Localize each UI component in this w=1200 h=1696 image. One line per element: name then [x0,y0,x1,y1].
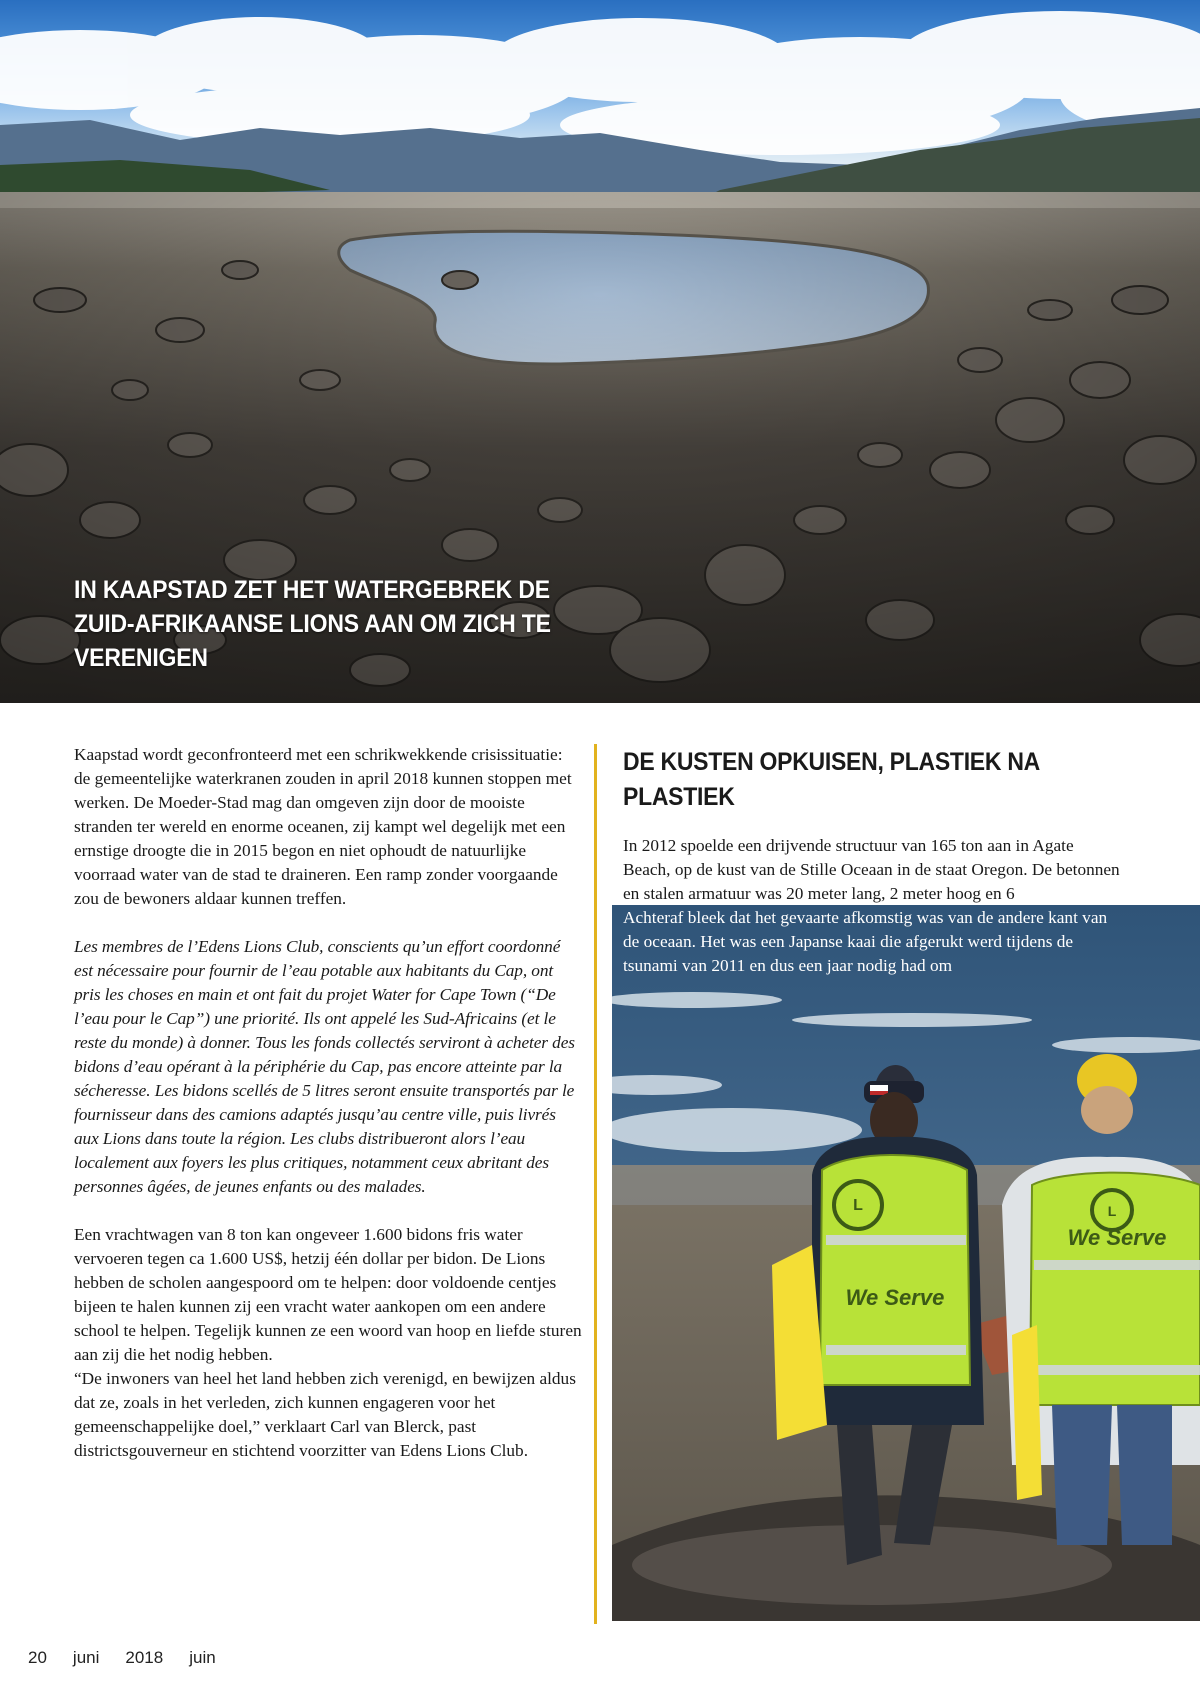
article-paragraph-4: “De inwoners van heel het land hebben zich verenigd, en bewijzen aldus dat ze, zoals in het verleden, zich kunnen engageren voor het gemeenschappelijke doel,” verklaart Carl van Blerck, past districtsgouverneur en stichtend voorzitter van Edens Lions Club. [74,1369,576,1460]
hero-photo [0,0,1200,703]
svg-text:L: L [853,1197,863,1214]
sidebar-text [623,834,1123,978]
article-paragraph-1: Kaapstad wordt geconfronteerd met een schrikwekkende crisissituatie: de gemeentelijke waterkranen zouden in april 2018 kunnen stoppen met werken. De Moeder-Stad mag dan omgeven zijn door de mooiste stranden ter wereld en enorme oceanen, zij kampt wel degelijk met een ernstige droogte die in 2015 begon en niet ophoudt de natuurlijke voorraad water van de stad te draineren. Een ramp zonder voorgaande zou de bewoners aldaar kunnen treffen. [74,745,572,908]
article-paragraph-french: Les membres de l’Edens Lions Club, conscients qu’un effort coordonné est nécessaire pour fournir de l’eau potable aux habitants du Cap, ont pris les choses en main et ont fait du projet Water for Cape Town (“De l’eau pour le Cap”) une priorité. Ils ont appelé les Sud-Africains (et le reste du monde) à donner. Tous les fonds collectés serviront à acheter des bidons d’eau opérant à la périphérie du Cap, pas encore atteinte par la sécheresse. Les bidons scellés de 5 litres seront ensuite transportés par le fournisseur dans des camions adaptés jusqu’au centre ville, puis livrés aux Lions dans toute la région. Les clubs distribueront alors l’eau localement aux foyers les plus critiques, notamment ceux abritant des personnes âgées, de jeunes enfants ou des malades. [74,937,575,1196]
svg-text:L: L [1107,1203,1117,1219]
article-body [74,743,582,1463]
sidebar-text-part-2: meter breed. Achteraf bleek dat het gevaarte afkomstig was van de andere kant van de oceaan. Het was een Japanse kaai die afgerukt werd tijdens de tsunami van 2011 en dus een jaar nodig had om [623,884,1108,975]
sidebar-heading: DE KUSTEN OPKUISEN, PLASTIEK NA PLASTIEK [623,748,1040,811]
article-paragraph-3: Een vrachtwagen van 8 ton kan ongeveer 1.600 bidons fris water vervoeren tegen ca 1.600 US$, hetzij één dollar per bidon. De Lions hebben de scholen aangespoord om te helpen: door voldoende centjes bijeen te halen kunnen zij een vracht water aankopen om een andere school te helpen. Tegelijk kunnen ze een woord van hoop en liefde sturen aan zij die het nodig hebben. [74,1225,582,1364]
footer-year: 2018 [125,1648,164,1667]
footer-month-fr: juin [189,1648,216,1667]
footer-month-nl: juni [72,1648,100,1667]
page-footer [28,1648,216,1668]
volunteers-photo [612,905,1200,1621]
hero-title: IN KAAPSTAD ZET HET WATERGEBREK DE ZUID-AFRIKAANSE LIONS AAN OM ZICH TE VERENIGEN [74,576,551,672]
sidebar-text-part-1: In 2012 spoelde een drijvende structuur van 165 ton aan in Agate Beach, op de kust van de Stille Oceaan in de staat Oregon. De betonnen en stalen armatuur was 20 meter lang, 2 meter hoog en 6 [623,836,1120,903]
page-number: 20 [28,1648,47,1667]
vest-slogan-left: We Serve [845,1285,945,1310]
beach-cleanup-illustration [612,905,1200,1621]
column-divider [594,744,597,1624]
vest-slogan-right: We Serve [1067,1225,1167,1250]
